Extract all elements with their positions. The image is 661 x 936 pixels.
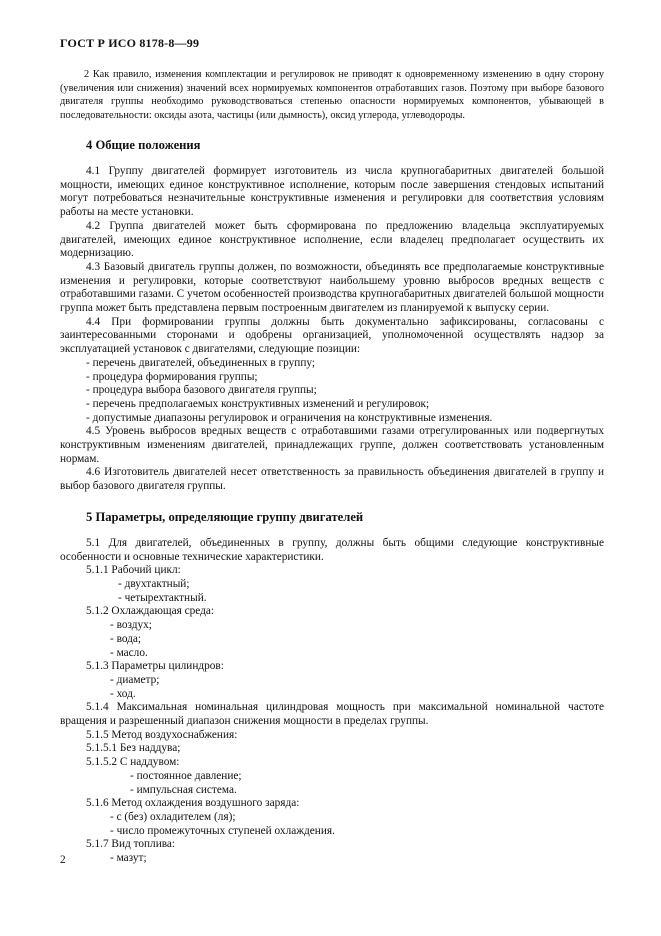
paragraph-4-2: 4.2 Группа двигателей может быть сформирована по предложению владельца эксплуатируемых двигателей, имеющих единое конструктивное исполнение, если владелец предполагает осуществить их модернизацию. bbox=[60, 219, 604, 260]
list-item-5-1-5-2-b: - импульсная система. bbox=[130, 783, 237, 796]
paragraph-5-1-4: 5.1.4 Максимальная номинальная цилиндровая мощность при максимальной номинальной частоте вращения и разрешенный диапазон снижения мощности в пределах группы. bbox=[60, 701, 604, 728]
paragraph-4-6: 4.6 Изготовитель двигателей несет ответственность за правильность объединения двигателей в группу и выбор базового двигателя группы. bbox=[60, 466, 604, 493]
list-item-5-1-3-a: - диаметр; bbox=[110, 673, 160, 686]
note-paragraph: 2 Как правило, изменения комплектации и регулировок не приводят к одновременному изменению в одну сторону (увеличения или снижения) значений всех нормируемых компонентов отработавших газов. Поэтому при выборе базового двигателя группы необходимо руководствоваться степенью опасности нормируемых компонентов, убывающей в последовательности: оксиды азота, частицы (или дымность), оксид углерода, углеводороды. bbox=[60, 69, 604, 121]
paragraph-5-1-2: 5.1.2 Охлаждающая среда: bbox=[86, 605, 215, 618]
list-item-5-1-1-a: - двухтактный; bbox=[118, 577, 190, 590]
list-item-5-1-6-a: - с (без) охладителем (ля); bbox=[110, 810, 236, 823]
list-item-5-1-7-a: - мазут; bbox=[110, 852, 147, 865]
paragraph-5-1-5-1: 5.1.5.1 Без наддува; bbox=[86, 742, 181, 755]
paragraph-4-4: 4.4 При формировании группы должны быть документально зафиксированы, согласованы с заинтересованными сторонами и одобрены организацией, уполномоченной осуществлять надзор за эксплуатацией установок с двигателями, следующие позиции: bbox=[60, 315, 604, 356]
paragraph-5-1-7: 5.1.7 Вид топлива: bbox=[86, 838, 176, 851]
paragraph-4-1: 4.1 Группу двигателей формирует изготовитель из числа крупногабаритных двигателей большой мощности, имеющих единое конструктивное исполнение, которым после завершения стендовых испытаний могут потребоваться незначительные конструктивные изменения и регулировки для соответствия условиям работы на месте установки. bbox=[60, 165, 604, 219]
paragraph-5-1-5: 5.1.5 Метод воздухоснабжения: bbox=[86, 728, 238, 741]
paragraph-5-1-5-2: 5.1.5.2 С наддувом: bbox=[86, 756, 180, 769]
list-item-4-4-1: - перечень двигателей, объединенных в группу; bbox=[86, 356, 316, 369]
list-item-5-1-3-b: - ход. bbox=[110, 687, 136, 700]
paragraph-5-1: 5.1 Для двигателей, объединенных в группу, должны быть общими следующие конструктивные особенности и основные технические характеристики. bbox=[60, 536, 604, 563]
section-4-heading: 4 Общие положения bbox=[86, 138, 201, 152]
paragraph-5-1-6: 5.1.6 Метод охлаждения воздушного заряда: bbox=[86, 797, 300, 810]
paragraph-5-1-1: 5.1.1 Рабочий цикл: bbox=[86, 564, 181, 577]
list-item-5-1-6-b: - число промежуточных ступеней охлаждения. bbox=[110, 824, 335, 837]
list-item-4-4-3: - процедура выбора базового двигателя группы; bbox=[86, 384, 317, 397]
list-item-4-4-5: - допустимые диапазоны регулировок и ограничения на конструктивные изменения. bbox=[86, 411, 493, 424]
list-item-5-1-2-b: - вода; bbox=[110, 632, 142, 645]
section-5-heading: 5 Параметры, определяющие группу двигателей bbox=[86, 509, 364, 524]
list-item-4-4-4: - перечень предполагаемых конструктивных изменений и регулировок; bbox=[86, 397, 430, 410]
doc-number-header: ГОСТ Р ИСО 8178-8—99 bbox=[60, 36, 200, 50]
list-item-5-1-2-a: - воздух; bbox=[110, 619, 152, 632]
paragraph-4-5: 4.5 Уровень выбросов вредных веществ с отработавшими газами отрегулированных или подвергнутых конструктивным изменениям двигателей, принадлежащих группе, должен соответствовать установленным нормам. bbox=[60, 425, 604, 465]
list-item-5-1-2-c: - масло. bbox=[110, 646, 148, 659]
list-item-5-1-1-b: - четырехтактный. bbox=[118, 591, 207, 604]
list-item-5-1-5-2-a: - постоянное давление; bbox=[130, 769, 242, 782]
page-number: 2 bbox=[60, 854, 66, 866]
paragraph-4-3: 4.3 Базовый двигатель группы должен, по возможности, объединять все предполагаемые конструктивные изменения и регулировки, которые соответствуют наибольшему уровню выбросов вредных веществ с отработавшими газами. С учетом особенностей производства крупногабаритных двигателей большой мощности группа может быть представлена первым построенным двигателем из планируемой к выпуску серии. bbox=[60, 260, 604, 315]
list-item-4-4-2: - процедура формирования группы; bbox=[86, 370, 258, 383]
paragraph-5-1-3: 5.1.3 Параметры цилиндров: bbox=[86, 660, 224, 673]
